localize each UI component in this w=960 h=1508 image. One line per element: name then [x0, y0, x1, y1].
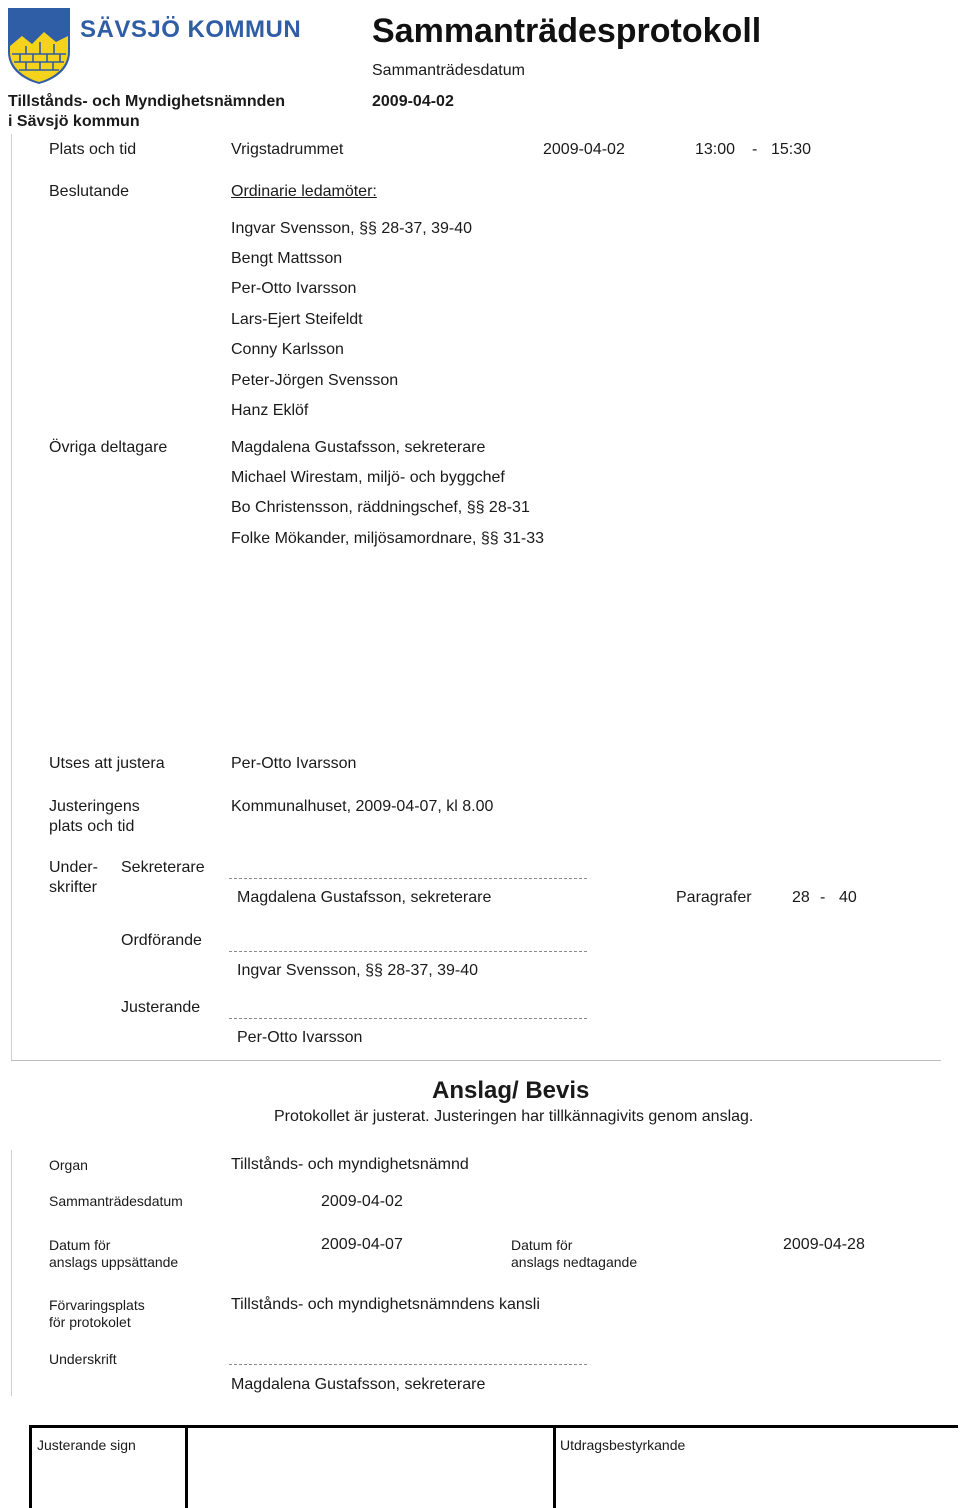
- ovriga-label: Övriga deltagare: [49, 439, 168, 456]
- participant-item: Magdalena Gustafsson, sekreterare: [231, 439, 486, 456]
- forvaring-label-1: Förvaringsplats: [49, 1297, 145, 1313]
- uppsattande-label-2: anslags uppsättande: [49, 1254, 179, 1270]
- participant-item: Michael Wirestam, miljö- och byggchef: [231, 469, 505, 486]
- anslag-datum-label: Sammanträdesdatum: [49, 1193, 183, 1209]
- member-item: Conny Karlsson: [231, 341, 344, 358]
- organ-label: Organ: [49, 1157, 88, 1173]
- member-item: Bengt Mattsson: [231, 250, 343, 267]
- anslag-datum-value: 2009-04-02: [321, 1193, 403, 1210]
- forvaring-value: Tillstånds- och myndighetsnämndens kansli: [231, 1296, 540, 1313]
- utses-value: Per-Otto Ivarsson: [231, 755, 357, 772]
- anslag-text: Protokollet är justerat. Justeringen har tillkännagivits genom anslag.: [274, 1108, 754, 1125]
- member-item: Ingvar Svensson, §§ 28-37, 39-40: [231, 220, 473, 237]
- ordforande-name: Ingvar Svensson, §§ 28-37, 39-40: [237, 962, 479, 979]
- nedtagande-label-1: Datum för: [511, 1237, 573, 1253]
- paragrafer-from: 28: [792, 889, 810, 906]
- place-value: Vrigstadrummet: [231, 141, 344, 158]
- justerande-label: Justerande: [121, 999, 201, 1016]
- members-heading: Ordinarie ledamöter:: [231, 183, 377, 200]
- municipal-crest-icon: [6, 6, 72, 86]
- ordforande-label: Ordförande: [121, 932, 202, 949]
- participant-item: Folke Mökander, miljösamordnare, §§ 31-33: [231, 530, 545, 547]
- underskrift-signature-line: [229, 1364, 587, 1365]
- time-start: 13:00: [695, 141, 736, 158]
- member-item: Peter-Jörgen Svensson: [231, 372, 399, 389]
- org-name: SÄVSJÖ KOMMUN: [80, 16, 302, 43]
- organ-value: Tillstånds- och myndighetsnämnd: [231, 1156, 469, 1173]
- section-divider: [11, 1060, 941, 1061]
- justering-plats-label-2: plats och tid: [49, 818, 135, 835]
- signatures-label-2: skrifter: [49, 879, 97, 896]
- sekreterare-label: Sekreterare: [121, 859, 205, 876]
- uppsattande-label-1: Datum för: [49, 1237, 111, 1253]
- footer-left-border: [29, 1425, 32, 1508]
- time-separator: -: [752, 141, 758, 158]
- anslag-title: Anslag/ Bevis: [432, 1077, 590, 1104]
- footer-top-rule: [29, 1425, 958, 1428]
- utses-label: Utses att justera: [49, 755, 165, 772]
- paragrafer-separator: -: [820, 889, 826, 906]
- meeting-date: 2009-04-02: [543, 141, 625, 158]
- forvaring-label-2: för protokolet: [49, 1314, 131, 1330]
- justerande-signature-line: [229, 1018, 587, 1019]
- member-item: Per-Otto Ivarsson: [231, 280, 357, 297]
- subtitle-label: Sammanträdesdatum: [372, 62, 525, 79]
- meeting-date-header: 2009-04-02: [372, 93, 454, 110]
- left-margin-rule-lower: [11, 1150, 12, 1396]
- sekreterare-name: Magdalena Gustafsson, sekreterare: [237, 889, 492, 906]
- member-item: Hanz Eklöf: [231, 402, 309, 419]
- nedtagande-value: 2009-04-28: [783, 1236, 865, 1253]
- nedtagande-label-2: anslags nedtagande: [511, 1254, 638, 1270]
- paragrafer-label: Paragrafer: [676, 889, 752, 906]
- footer-justerande-sign: Justerande sign: [37, 1437, 136, 1453]
- left-margin-rule: [11, 134, 12, 1060]
- time-end: 15:30: [771, 141, 812, 158]
- justering-plats-label-1: Justeringens: [49, 798, 140, 815]
- board-name-line2: i Sävsjö kommun: [8, 113, 140, 130]
- sekreterare-signature-line: [229, 878, 587, 879]
- footer-divider-1: [185, 1425, 188, 1508]
- underskrift-label: Underskrift: [49, 1351, 117, 1367]
- board-name-line1: Tillstånds- och Myndighetsnämnden: [8, 93, 286, 110]
- beslutande-label: Beslutande: [49, 183, 130, 200]
- place-label: Plats och tid: [49, 141, 137, 158]
- ordforande-signature-line: [229, 951, 587, 952]
- paragrafer-to: 40: [839, 889, 857, 906]
- signatures-label-1: Under-: [49, 859, 98, 876]
- uppsattande-value: 2009-04-07: [321, 1236, 403, 1253]
- footer-divider-2: [553, 1425, 556, 1508]
- justering-plats-value: Kommunalhuset, 2009-04-07, kl 8.00: [231, 798, 494, 815]
- member-item: Lars-Ejert Steifeldt: [231, 311, 363, 328]
- document-title: Sammanträdesprotokoll: [372, 12, 762, 50]
- participant-item: Bo Christensson, räddningschef, §§ 28-31: [231, 499, 530, 516]
- justerande-name: Per-Otto Ivarsson: [237, 1029, 363, 1046]
- underskrift-name: Magdalena Gustafsson, sekreterare: [231, 1376, 486, 1393]
- footer-utdragsbestyrkande: Utdragsbestyrkande: [560, 1437, 686, 1453]
